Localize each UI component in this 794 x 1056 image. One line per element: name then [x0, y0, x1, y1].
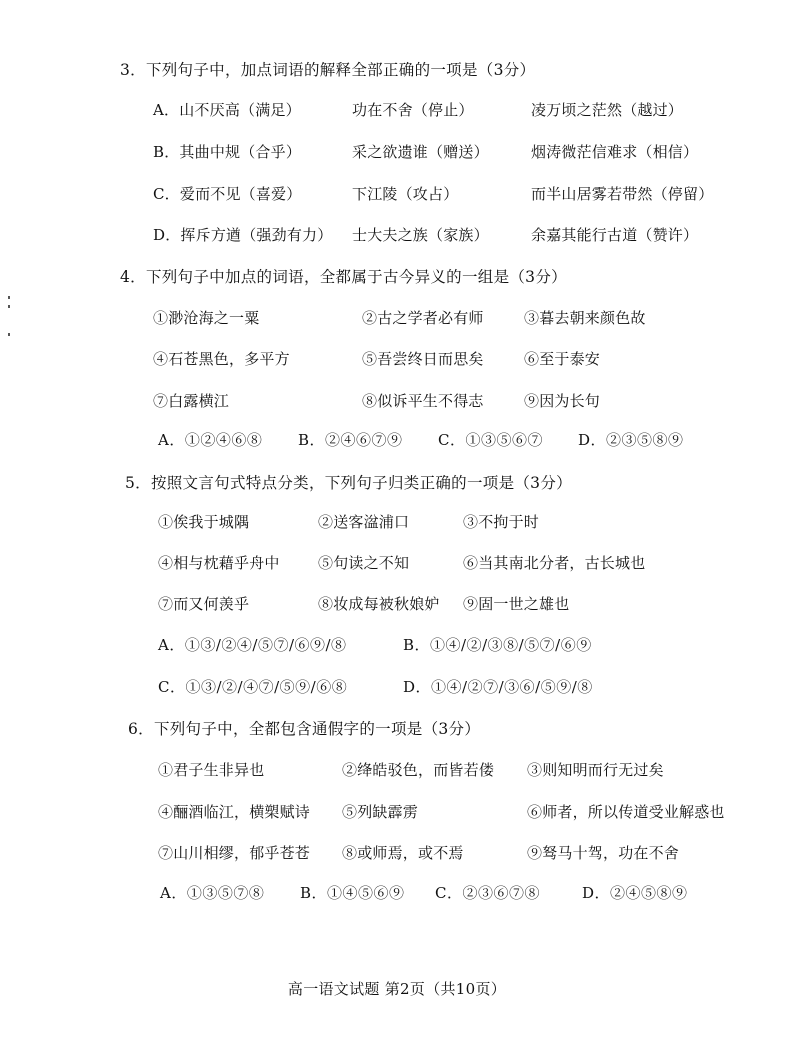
sentence-9: ⑨固一世之雄也 — [463, 595, 570, 613]
sentence-1: ①俟我于城隅 — [158, 513, 250, 531]
page-footer: 高一语文试题 第2页（共10页） — [287, 980, 507, 998]
option-c-1: C．爱而不见（喜爱） — [153, 185, 302, 203]
sentence-6: ⑥当其南北分者，古长城也 — [463, 554, 646, 572]
choice-d: D．②③⑤⑧⑨ — [578, 431, 684, 449]
choice-d: D．①④/②⑦/③⑥/⑤⑨/⑧ — [403, 678, 593, 696]
option-d-3: 余嘉其能行古道（赞许） — [531, 226, 699, 244]
sentence-1: ①渺沧海之一粟 — [153, 309, 260, 327]
sentence-5: ⑤句读之不知 — [318, 554, 410, 572]
choice-b: B．②④⑥⑦⑨ — [298, 431, 403, 449]
sentence-7: ⑦山川相缪，郁乎苍苍 — [158, 844, 311, 862]
binding-mark — [8, 333, 10, 336]
sentence-3: ③暮去朝来颜色故 — [524, 309, 646, 327]
option-b-1: B．其曲中规（合乎） — [153, 143, 302, 161]
sentence-2: ②绛皓驳色，而皆若偻 — [342, 761, 495, 779]
sentence-7: ⑦白露横江 — [153, 392, 230, 410]
option-a-3: 凌万顷之茫然（越过） — [531, 101, 684, 119]
sentence-4: ④相与枕藉乎舟中 — [158, 554, 280, 572]
option-d-1: D．挥斥方遒（强劲有力） — [153, 226, 333, 244]
sentence-8: ⑧妆成每被秋娘妒 — [318, 595, 440, 613]
choice-a: A．①③⑤⑦⑧ — [160, 884, 265, 902]
choice-b: B．①④⑤⑥⑨ — [300, 884, 405, 902]
option-d-2: 士大夫之族（家族） — [352, 226, 489, 244]
sentence-3: ③则知明而行无过矣 — [527, 761, 664, 779]
option-c-3: 而半山居雾若带然（停留） — [531, 185, 714, 203]
binding-mark — [8, 296, 10, 299]
choice-c: C．①③⑤⑥⑦ — [438, 431, 543, 449]
sentence-4: ④酾酒临江，横槊赋诗 — [158, 803, 311, 821]
choice-a: A．①②④⑥⑧ — [158, 431, 263, 449]
choice-a: A．①③/②④/⑤⑦/⑥⑨/⑧ — [158, 636, 347, 654]
question-stem: 4．下列句子中加点的词语，全都属于古今异义的一组是（3分） — [120, 268, 567, 286]
option-b-2: 采之欲遗谁（赠送） — [352, 143, 489, 161]
question-stem: 6．下列句子中，全都包含通假字的一项是（3分） — [128, 720, 481, 738]
sentence-9: ⑨因为长句 — [524, 392, 601, 410]
sentence-1: ①君子生非异也 — [158, 761, 265, 779]
option-b-3: 烟涛微茫信难求（相信） — [531, 143, 699, 161]
sentence-9: ⑨驽马十驾，功在不舍 — [527, 844, 680, 862]
question-stem: 5．按照文言句式特点分类，下列句子归类正确的一项是（3分） — [125, 474, 572, 492]
option-a-2: 功在不舍（停止） — [352, 101, 474, 119]
choice-d: D．②④⑤⑧⑨ — [582, 884, 688, 902]
option-c-2: 下江陵（攻占） — [352, 185, 459, 203]
sentence-2: ②送客湓浦口 — [318, 513, 410, 531]
sentence-6: ⑥师者，所以传道受业解惑也 — [527, 803, 725, 821]
choice-b: B．①④/②/③⑧/⑤⑦/⑥⑨ — [403, 636, 592, 654]
sentence-7: ⑦而又何羡乎 — [158, 595, 250, 613]
choice-c: C．①③/②/④⑦/⑤⑨/⑥⑧ — [158, 678, 348, 696]
sentence-5: ⑤吾尝终日而思矣 — [362, 350, 484, 368]
sentence-8: ⑧似诉平生不得志 — [362, 392, 484, 410]
sentence-8: ⑧或师焉，或不焉 — [342, 844, 464, 862]
sentence-6: ⑥至于泰安 — [524, 350, 601, 368]
choice-c: C．②③⑥⑦⑧ — [435, 884, 540, 902]
sentence-3: ③不拘于时 — [463, 513, 540, 531]
option-a-1: A．山不厌高（满足） — [153, 101, 301, 119]
binding-mark — [8, 305, 10, 308]
question-stem: 3．下列句子中，加点词语的解释全部正确的一项是（3分） — [120, 61, 536, 79]
sentence-5: ⑤列缺霹雳 — [342, 803, 419, 821]
sentence-2: ②古之学者必有师 — [362, 309, 484, 327]
sentence-4: ④石苍黑色，多平方 — [153, 350, 290, 368]
